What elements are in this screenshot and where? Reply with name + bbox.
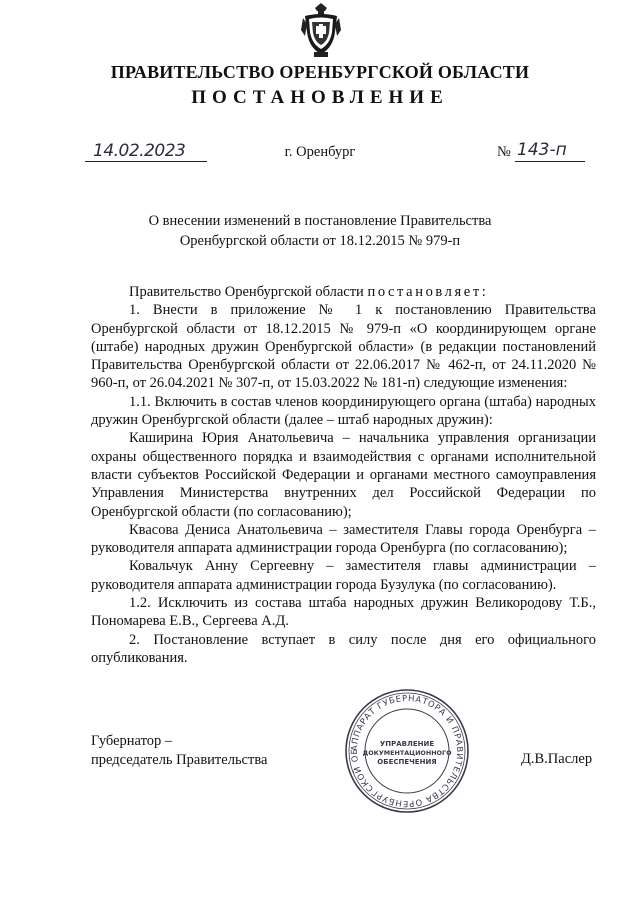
body-paragraph: Каширина Юрия Анатольевича – начальника управления организации охраны общественного порядка и взаимодействия с органами исполнительной власти субъектов Российской Федерации и органами местного самоуправления Управления Министерства внутренних дел Российской Федерации по Оренбургской области (по согласованию);: [91, 430, 596, 520]
document-number: [497, 142, 587, 162]
seal-center-line: ОБЕСПЕЧЕНИЯ: [377, 758, 437, 766]
seal-center-line: УПРАВЛЕНИЕ: [379, 740, 435, 748]
body-paragraph: 1.2. Исключить из состава штаба народных дружин Великородову Т.Б., Пономарева Е.В., Сергеева А.Д.: [91, 595, 596, 630]
signer-title: [91, 732, 267, 769]
date-underline: [85, 161, 207, 162]
document-body: [91, 283, 596, 667]
document-subject: [0, 211, 640, 251]
handwritten-number: 143-п: [517, 140, 567, 160]
signer-title-line: Губернатор –: [91, 733, 173, 749]
coat-of-arms-icon: [301, 2, 341, 58]
body-paragraph: Ковальчук Анну Сергеевну – заместителя главы администрации – руководителя аппарата администрации города Бузулука (по согласованию).: [91, 558, 596, 593]
intro-spaced: постановляет:: [367, 284, 489, 300]
body-paragraph: 2. Постановление вступает в силу после дня его официального опубликования.: [91, 631, 596, 666]
handwritten-date: 14.02.2023: [93, 141, 186, 161]
number-label: №: [497, 144, 511, 160]
number-underline: [515, 161, 585, 162]
body-paragraph: 1.1. Включить в состав членов координирующего органа (штаба) народных дружин Оренбургской области (далее – штаб народных дружин):: [91, 393, 596, 429]
intro-prefix: Правительство Оренбургской области: [129, 284, 368, 300]
subject-line: О внесении изменений в постановление Правительства: [148, 213, 492, 229]
subject-line: Оренбургской области от 18.12.2015 № 979-п: [179, 233, 461, 249]
government-name: ПРАВИТЕЛЬСТВО ОРЕНБУРГСКОЙ ОБЛАСТИ: [110, 62, 530, 82]
seal-ring-text: АППАРАТ ГУБЕРНАТОРА И ПРАВИТЕЛЬСТВА ОРЕНБУРГСКОЙ ОБ: [348, 692, 466, 810]
body-paragraph: Квасова Дениса Анатольевича – заместителя Главы города Оренбурга – руководителя аппарата администрации города Оренбурга (по согласованию);: [91, 521, 596, 557]
signer-title-line: председатель Правительства: [91, 751, 268, 768]
signer-name: Д.В.Паслер: [521, 751, 593, 767]
seal-center-line: ДОКУМЕНТАЦИОННОГО: [362, 749, 452, 757]
body-paragraph: 1. Внести в приложение № 1 к постановлению Правительства Оренбургской области от 18.12.2015 № 979-п «О координирующем органе (штабе) народных дружин Оренбургской области» (в редакции постановлений Правительства Оренбургской области от 22.06.2017 № 462-п, от 24.11.2020 № 960-п, от 26.04.2021 № 307-п, от 15.03.2022 № 181-п) следующие изменения:: [91, 302, 596, 392]
intro-paragraph: [91, 283, 596, 301]
document-type: ПОСТАНОВЛЕНИЕ: [191, 87, 449, 108]
city: г. Оренбург: [284, 144, 356, 160]
official-seal: [344, 688, 470, 814]
